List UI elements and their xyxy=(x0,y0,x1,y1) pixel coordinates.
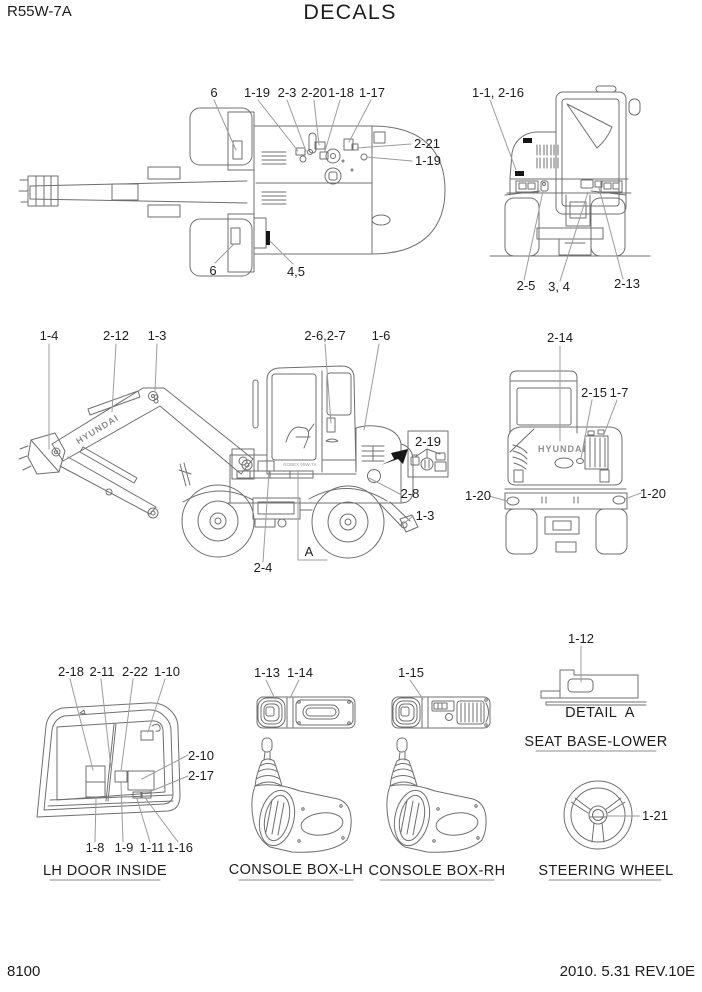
callout-label: 1-3 xyxy=(147,328,167,343)
model-decal: ROBEX 55W-7A xyxy=(283,462,317,467)
revision-date: 2010. 5.31 REV.10E xyxy=(559,963,695,980)
front-view-drawing xyxy=(490,86,650,256)
detail-reference-label: A xyxy=(304,544,314,559)
callout-label: 4,5 xyxy=(286,264,306,279)
view-caption-seat-base: SEAT BASE-LOWER xyxy=(524,734,668,750)
console-lh-drawing xyxy=(252,697,355,852)
callout-label: 2-22 xyxy=(121,664,149,679)
view-caption-steering-wheel: STEERING WHEEL xyxy=(538,863,674,879)
callout-label: 1-18 xyxy=(327,85,355,100)
side-view-drawing xyxy=(19,366,448,558)
callout-label: 2-10 xyxy=(187,748,215,763)
callout-label: 2-13 xyxy=(613,276,641,291)
callout-label: 1-20 xyxy=(639,486,667,501)
callout-label: 2-11 xyxy=(89,664,115,679)
callout-label: 1-6 xyxy=(371,328,391,343)
callout-label: 2-6,2-7 xyxy=(304,328,346,343)
top-view-leaders xyxy=(214,100,412,264)
console-rh-leaders xyxy=(410,680,423,699)
callout-label: 1-12 xyxy=(567,631,595,646)
side-view-leaders xyxy=(49,344,413,562)
page-title: DECALS xyxy=(303,0,397,24)
boom-brand-decal: HYUNDAI xyxy=(74,412,121,447)
seat-base-drawing xyxy=(541,670,646,705)
callout-label: 1-14 xyxy=(286,665,314,680)
callout-label: 1-9 xyxy=(114,840,134,855)
view-caption-console-lh: CONSOLE BOX-LH xyxy=(228,862,364,878)
callout-label: 1-3 xyxy=(415,508,435,523)
callout-label: 1-19 xyxy=(414,153,442,168)
callout-label: 1-11 xyxy=(139,840,165,855)
callout-label: 2-20 xyxy=(300,85,328,100)
callout-label: 1-20 xyxy=(464,488,492,503)
callout-label: 2-17 xyxy=(187,768,215,783)
callout-label: 6 xyxy=(209,263,217,278)
callout-label: 1-8 xyxy=(85,840,105,855)
view-caption-console-rh: CONSOLE BOX-RH xyxy=(368,863,506,879)
callout-label: 2-12 xyxy=(102,328,130,343)
callout-label: 1-1, 2-16 xyxy=(471,85,525,100)
callout-label: 2-5 xyxy=(516,278,536,293)
detail-box-label: 2-19 xyxy=(414,434,442,449)
console-rh-drawing xyxy=(387,697,490,852)
detail-a-label: DETAIL A xyxy=(565,705,635,721)
callout-label: 1-15 xyxy=(397,665,425,680)
steering-wheel-drawing xyxy=(564,781,632,849)
callout-label: 1-10 xyxy=(153,664,181,679)
lh-door-drawing xyxy=(37,703,180,817)
callout-label: 1-19 xyxy=(243,85,271,100)
callout-label: 1-16 xyxy=(166,840,194,855)
page-model-code: R55W-7A xyxy=(7,3,72,20)
top-view-drawing xyxy=(19,108,445,276)
callout-label: 2-3 xyxy=(277,85,297,100)
console-lh-leaders xyxy=(266,680,299,699)
page-number: 8100 xyxy=(7,963,41,980)
rear-view-leaders xyxy=(489,346,641,501)
callout-label: 1-21 xyxy=(641,808,669,823)
callout-label: 2-4 xyxy=(253,560,273,575)
callout-label: 2-21 xyxy=(413,136,441,151)
lh-door-leaders xyxy=(70,679,188,842)
callout-label: 2-15 xyxy=(580,385,608,400)
callout-label: 2-14 xyxy=(546,330,574,345)
callout-label: 2-8 xyxy=(400,486,420,501)
callout-label: 2-18 xyxy=(57,664,85,679)
rear-brand-decal: HYUNDAI xyxy=(537,444,587,454)
callout-label: 1-7 xyxy=(609,385,629,400)
callout-label: 3, 4 xyxy=(548,279,570,294)
callout-label: 6 xyxy=(210,85,218,100)
callout-label: 1-17 xyxy=(358,85,386,100)
callout-label: 1-4 xyxy=(39,328,59,343)
callout-label: 1-13 xyxy=(253,665,281,680)
view-caption-lh-door: LH DOOR INSIDE xyxy=(42,863,168,879)
